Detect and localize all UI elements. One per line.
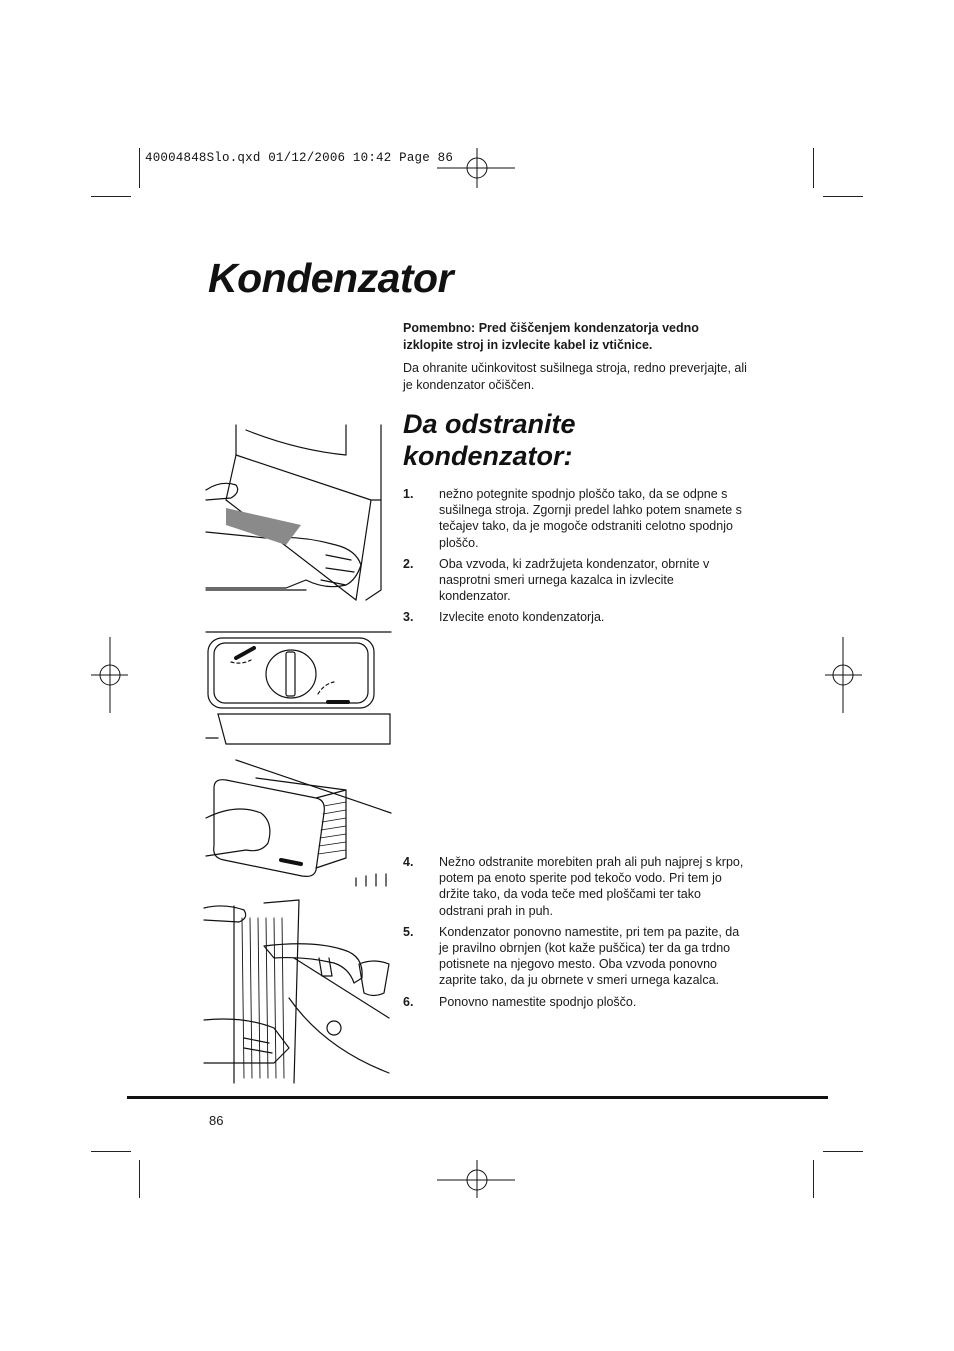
section-title-line1: Da odstranite [403,409,576,439]
step-text: nežno potegnite spodnjo ploščo tako, da se odpne s sušilnega stroja. Zgornji predel lahko potem snamete s tečajev tako, da je mogoče odstraniti celotno spodnjo ploščo. [439,487,742,550]
turn-levers-illustration [206,630,391,745]
list-item [403,924,748,989]
section-title [403,408,748,472]
intro-block [403,320,748,400]
pull-panel-illustration [206,420,391,610]
list-item [403,854,748,919]
steps-list-a [403,486,748,631]
list-item [403,994,748,1010]
list-item [403,609,748,625]
section-title-line2: kondenzator: [403,441,573,471]
step-number: 4. [403,855,414,869]
step-number: 2. [403,556,414,571]
page-title: Kondenzator [208,255,454,301]
step-text: Oba vzvoda, ki zadržujeta kondenzator, obrnite v nasprotni smeri urnega kazalca in izvlecite kondenzator. [439,556,710,604]
step-text: Nežno odstranite morebiten prah ali puh najprej s krpo, potem pa enoto sperite pod tekočo vodo. Pri tem jo držite tako, da voda teče med ploščami ter tako odstrani prah in puh. [439,855,744,918]
step-number: 3. [403,610,414,625]
page-number: 86 [209,1113,224,1128]
list-item [403,556,748,605]
step-number: 1. [403,487,414,501]
step-text: Izvlecite enoto kondenzatorja. [439,610,605,625]
rinse-condenser-illustration [204,898,394,1083]
print-slug: 40004848Slo.qxd 01/12/2006 10:42 Page 86 [145,151,454,165]
step-text: Kondenzator ponovno namestite, pri tem pa pazite, da je pravilno obrnjen (kot kaže puščica) ter da ga trdno potisnete na njegovo mesto. Oba vzvoda ponovno zaprite tako, da ju obrnete v smeri urnega kazalca. [439,924,740,988]
step-text: Ponovno namestite spodnjo ploščo. [439,994,637,1009]
steps-list-b [403,854,748,1015]
list-item [403,486,748,551]
intro-text: Da ohranite učinkovitost sušilnega stroja, redno preverjajte, ali je kondenzator očiščen. [403,361,747,392]
step-number: 6. [403,994,414,1009]
footer-rule [127,1096,828,1099]
step-number: 5. [403,924,414,939]
remove-condenser-illustration [206,758,391,888]
warning-text: Pomembno: Pred čiščenjem kondenzatorja vedno izklopite stroj in izvlecite kabel iz vtičnice. [403,321,699,352]
